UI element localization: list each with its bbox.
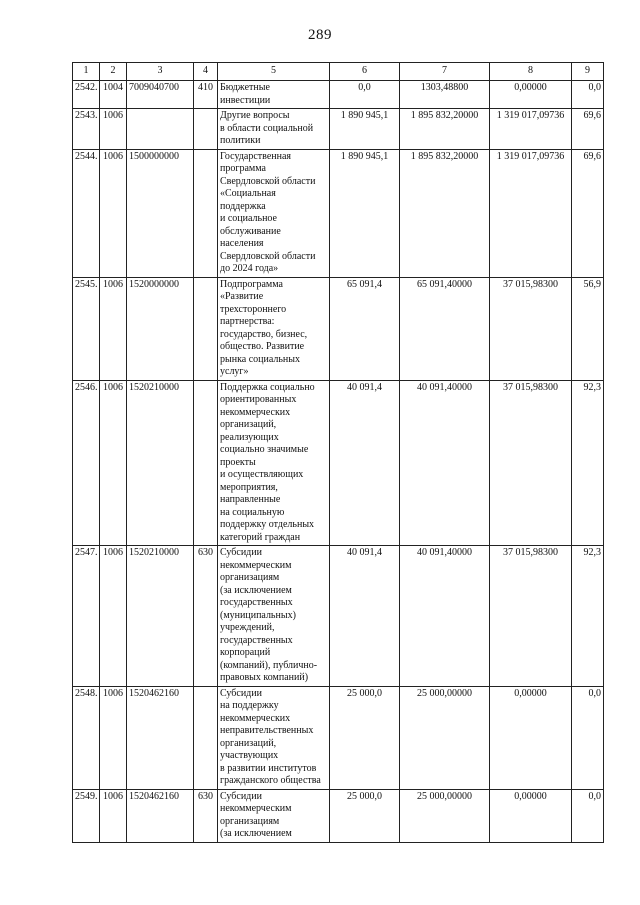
table-row (73, 686, 604, 789)
column-header: 4 (194, 63, 218, 81)
approved-amount: 1 890 945,1 (330, 109, 400, 150)
row-number: 2545. (73, 277, 100, 380)
section-code: 1006 (100, 149, 127, 277)
executed-amount: 1 319 017,09736 (490, 109, 572, 150)
target-article-code (127, 109, 194, 150)
approved-amount: 25 000,0 (330, 789, 400, 842)
budget-list-amount: 25 000,00000 (400, 789, 490, 842)
execution-percent: 69,6 (572, 149, 604, 277)
executed-amount: 0,00000 (490, 789, 572, 842)
expense-type-code (194, 277, 218, 380)
row-number: 2547. (73, 546, 100, 687)
item-name: Поддержка социально ориентированных некоммерческих организаций, реализующих социально значимые проекты и осуществляющих мероприятия, направленные на социальную поддержку отдельных категорий граждан (218, 380, 330, 546)
execution-percent: 0,0 (572, 81, 604, 109)
approved-amount: 40 091,4 (330, 380, 400, 546)
execution-percent: 92,3 (572, 546, 604, 687)
target-article-code: 7009040700 (127, 81, 194, 109)
executed-amount: 0,00000 (490, 81, 572, 109)
executed-amount: 1 319 017,09736 (490, 149, 572, 277)
execution-percent: 69,6 (572, 109, 604, 150)
execution-percent: 92,3 (572, 380, 604, 546)
executed-amount: 0,00000 (490, 686, 572, 789)
expense-type-code (194, 109, 218, 150)
column-header: 1 (73, 63, 100, 81)
row-number: 2548. (73, 686, 100, 789)
column-header: 5 (218, 63, 330, 81)
target-article-code: 1520210000 (127, 546, 194, 687)
section-code: 1006 (100, 380, 127, 546)
budget-list-amount: 40 091,40000 (400, 546, 490, 687)
table-row (73, 109, 604, 150)
section-code: 1006 (100, 546, 127, 687)
executed-amount: 37 015,98300 (490, 277, 572, 380)
item-name: Бюджетные инвестиции (218, 81, 330, 109)
row-number: 2542. (73, 81, 100, 109)
budget-list-amount: 65 091,40000 (400, 277, 490, 380)
target-article-code: 1520462160 (127, 686, 194, 789)
target-article-code: 1520210000 (127, 380, 194, 546)
table-row (73, 277, 604, 380)
budget-list-amount: 1 895 832,20000 (400, 149, 490, 277)
row-number: 2544. (73, 149, 100, 277)
budget-list-amount: 40 091,40000 (400, 380, 490, 546)
section-code: 1006 (100, 789, 127, 842)
budget-list-amount: 1 895 832,20000 (400, 109, 490, 150)
column-header: 7 (400, 63, 490, 81)
target-article-code: 1500000000 (127, 149, 194, 277)
approved-amount: 65 091,4 (330, 277, 400, 380)
item-name: Другие вопросы в области социальной политики (218, 109, 330, 150)
budget-list-amount: 25 000,00000 (400, 686, 490, 789)
budget-table (72, 62, 604, 843)
approved-amount: 0,0 (330, 81, 400, 109)
approved-amount: 1 890 945,1 (330, 149, 400, 277)
table-row (73, 149, 604, 277)
row-number: 2549. (73, 789, 100, 842)
table-row (73, 789, 604, 842)
column-header: 2 (100, 63, 127, 81)
column-header: 3 (127, 63, 194, 81)
item-name: Субсидии некоммерческим организациям (за исключением государственных (муниципальных) учреждений, государственных корпораций (компаний), публично- правовых компаний) (218, 546, 330, 687)
execution-percent: 0,0 (572, 686, 604, 789)
execution-percent: 0,0 (572, 789, 604, 842)
item-name: Субсидии некоммерческим организациям (за исключением (218, 789, 330, 842)
table-row (73, 380, 604, 546)
row-number: 2546. (73, 380, 100, 546)
executed-amount: 37 015,98300 (490, 380, 572, 546)
budget-list-amount: 1303,48800 (400, 81, 490, 109)
table-row (73, 81, 604, 109)
target-article-code: 1520000000 (127, 277, 194, 380)
expense-type-code: 410 (194, 81, 218, 109)
column-header: 6 (330, 63, 400, 81)
column-header: 8 (490, 63, 572, 81)
expense-type-code: 630 (194, 546, 218, 687)
execution-percent: 56,9 (572, 277, 604, 380)
expense-type-code (194, 149, 218, 277)
section-code: 1006 (100, 686, 127, 789)
expense-type-code: 630 (194, 789, 218, 842)
expense-type-code (194, 686, 218, 789)
row-number: 2543. (73, 109, 100, 150)
approved-amount: 25 000,0 (330, 686, 400, 789)
page-number: 289 (308, 27, 332, 43)
section-code: 1006 (100, 277, 127, 380)
executed-amount: 37 015,98300 (490, 546, 572, 687)
table-header-row (73, 63, 604, 81)
section-code: 1004 (100, 81, 127, 109)
section-code: 1006 (100, 109, 127, 150)
item-name: Субсидии на поддержку некоммерческих неправительственных организаций, участвующих в развитии институтов гражданского общества (218, 686, 330, 789)
table-row (73, 546, 604, 687)
item-name: Государственная программа Свердловской области «Социальная поддержка и социальное обслуживание населения Свердловской области до 2024 года» (218, 149, 330, 277)
target-article-code: 1520462160 (127, 789, 194, 842)
item-name: Подпрограмма «Развитие трехстороннего партнерства: государство, бизнес, общество. Развитие рынка социальных услуг» (218, 277, 330, 380)
column-header: 9 (572, 63, 604, 81)
approved-amount: 40 091,4 (330, 546, 400, 687)
expense-type-code (194, 380, 218, 546)
